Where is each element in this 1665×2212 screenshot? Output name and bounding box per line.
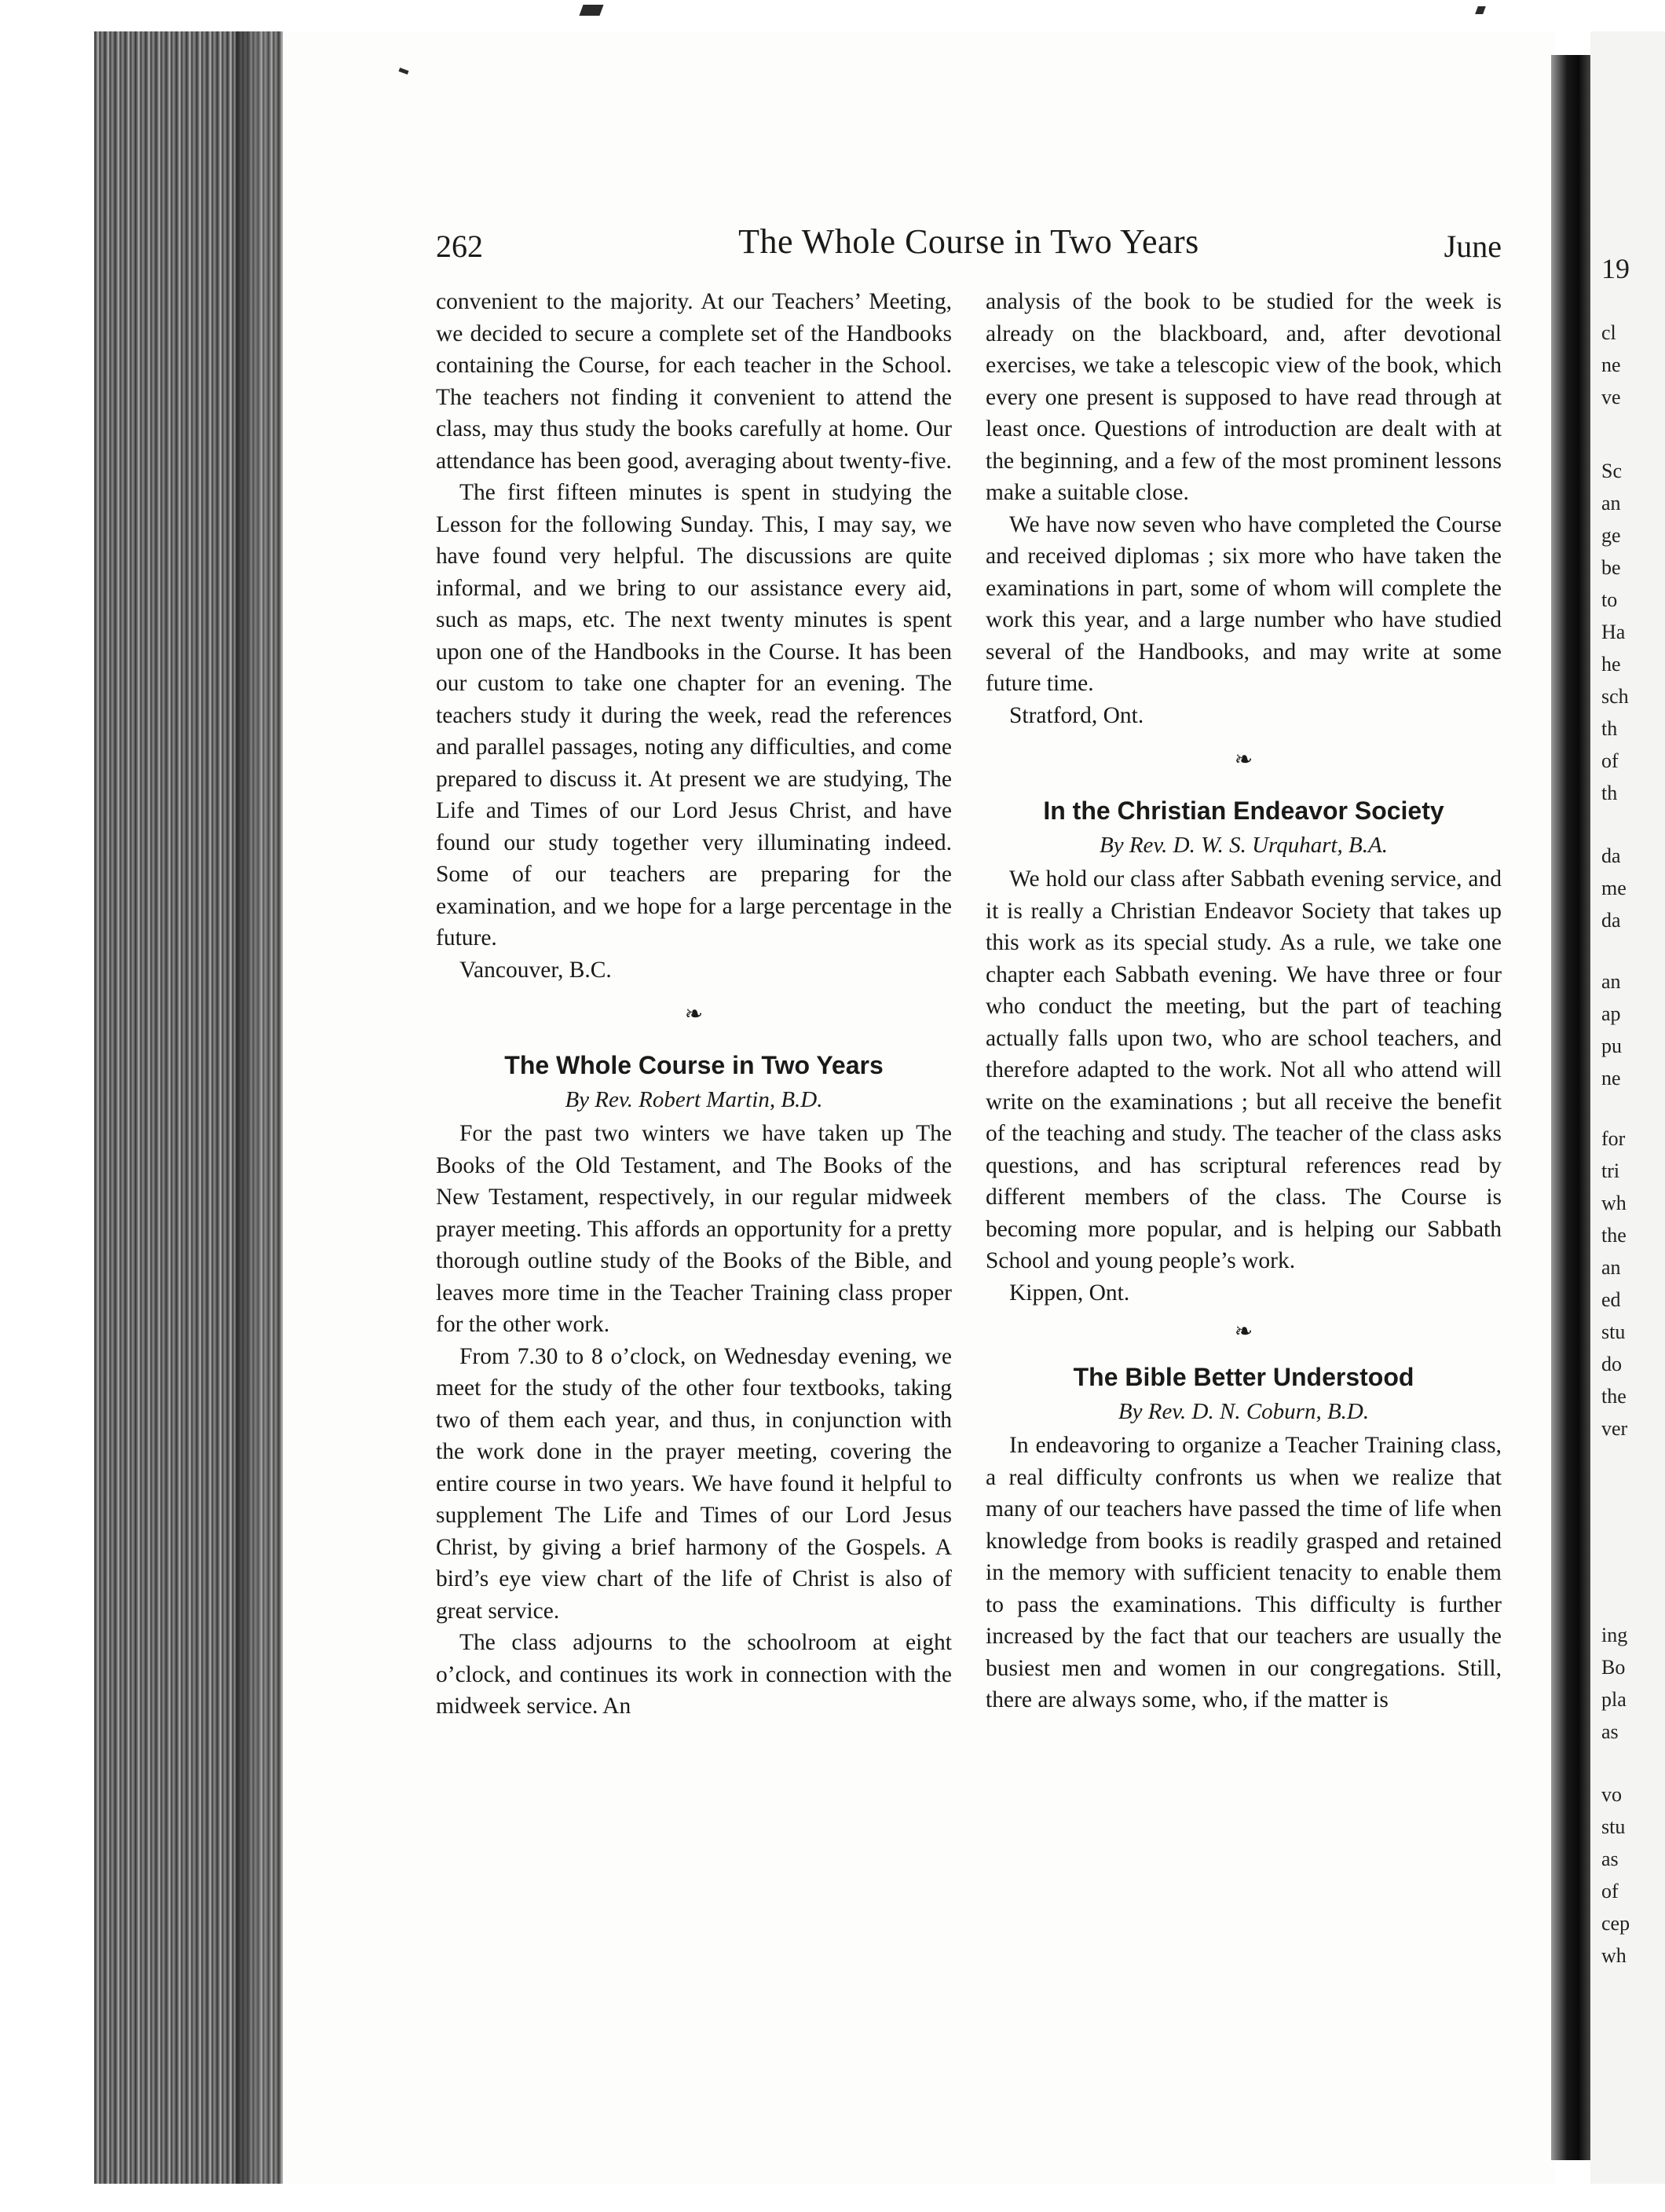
article-place: Kippen, Ont. [1009, 1280, 1130, 1306]
right-column [986, 286, 1502, 1716]
facing-page-text: an [1601, 970, 1621, 993]
facing-page-text: da [1601, 909, 1621, 932]
page-number: 262 [436, 229, 483, 264]
facing-page-text: wh [1601, 1192, 1627, 1214]
facing-page-text: of [1601, 1880, 1619, 1903]
facing-page-text: th [1601, 717, 1618, 740]
body-paragraph: The class adjourns to the schoolroom at eight o’clock, and continues its work in connection with the midweek service. An [436, 1630, 952, 1719]
page-edge-shadow [236, 31, 283, 2184]
scan-speck [579, 5, 603, 16]
facing-page-text: the [1601, 1385, 1627, 1408]
facing-page-text: do [1601, 1353, 1622, 1375]
facing-page-text: the [1601, 1224, 1627, 1247]
facing-page-text: vo [1601, 1783, 1622, 1806]
facing-page-text: as [1601, 1848, 1619, 1870]
facing-page-text: of [1601, 749, 1619, 772]
article-byline: By Rev. D. W. S. Urquhart, B.A. [1099, 833, 1388, 858]
facing-page-text: tri [1601, 1159, 1620, 1182]
article-place: Vancouver, B.C. [459, 957, 612, 983]
left-column [436, 286, 952, 1723]
ornament-leaf-icon: ❧ [1234, 1320, 1253, 1344]
body-paragraph: For the past two winters we have taken up The Books of the Old Testament, and The Books of the New Testament, respectively, in our regular midweek prayer meeting. This affords an opportunity for a pretty thorough outline study of the Books of the Bible, and leaves more time in the Teacher Training class proper for the other work. [436, 1121, 952, 1337]
facing-page-text: an [1601, 492, 1621, 515]
facing-page-text: as [1601, 1720, 1619, 1743]
article-title: In the Christian Endeavor Society [1043, 797, 1444, 825]
facing-page-text: cep [1601, 1912, 1630, 1935]
facing-page-text: ver [1601, 1417, 1628, 1440]
facing-page-text: pu [1601, 1035, 1622, 1057]
scan-speck [1475, 6, 1486, 14]
body-paragraph: We hold our class after Sabbath evening service, and it is really a Christian Endeavor Society that takes up this work as its special study. As a rule, we take one chapter each Sabbath evening. We have three or four who conduct the meeting, but the part of teaching actually falls upon two, who are school teachers, and therefore adapted to the work. Not all who attend will write on the examinations ; but all receive the benefit of the teaching and study. The teacher of the class asks questions, and has scriptural references read by different members of the class. The Course is becoming more popular, and is helping our Sabbath School and young people’s work. [986, 866, 1502, 1273]
facing-page-text: ne [1601, 1067, 1621, 1090]
body-paragraph: convenient to the majority. At our Teachers’ Meeting, we decided to secure a complete set of the Handbooks containing the Course, for each teacher in the School. The teachers not finding it convenient to attend the class, may thus study the books carefully at home. Our attendance has been good, averaging about twenty-five. [436, 289, 952, 474]
facing-page-text: wh [1601, 1944, 1627, 1967]
ornament-leaf-icon: ❧ [684, 1002, 704, 1027]
ornament-leaf-icon: ❧ [1234, 748, 1253, 772]
facing-page-text: 19 [1601, 253, 1630, 284]
facing-page-text: th [1601, 782, 1618, 804]
facing-page-text: sch [1601, 685, 1629, 708]
body-paragraph: The first fifteen minutes is spent in studying the Lesson for the following Sunday. This, I may say, we have found very helpful. The discussions are quite informal, and we bring to our assistance every aid, such as maps, etc. The next twenty minutes is spent upon one of the Handbooks in the Course. It has been our custom to take one chapter for an evening. The teachers study it during the week, read the references and parallel passages, noting any difficulties, and come prepared to discuss it. At present we are studying, The Life and Times of our Lord Jesus Christ, and have found our study together very illuminating indeed. Some of our teachers are preparing for the examination, and we hope for a large percentage in the future. [436, 480, 952, 950]
body-paragraph: We have now seven who have completed the Course and received diplomas ; six more who have taken the examinations in part, some of whom will complete the work this year, and a large number who have studied several of the Handbooks, and may write at some future time. [986, 511, 1502, 696]
facing-page-text: he [1601, 653, 1621, 676]
facing-page-text: for [1601, 1127, 1626, 1150]
body-paragraph: analysis of the book to be studied for the week is already on the blackboard, and, after devotional exercises, we take a telescopic view of the book, which every one present is supposed to have read through at least once. Questions of introduction are dealt with at the beginning, and a few of the most prominent lessons make a suitable close. [986, 289, 1502, 505]
facing-page-text: Bo [1601, 1656, 1626, 1679]
article-place: Stratford, Ont. [1009, 702, 1144, 728]
facing-page-text: Sc [1601, 460, 1622, 482]
facing-page-text: ed [1601, 1288, 1621, 1311]
facing-page-text: ge [1601, 524, 1621, 547]
running-title: The Whole Course in Two Years [738, 222, 1199, 261]
running-head [436, 222, 1502, 269]
article-byline: By Rev. Robert Martin, B.D. [565, 1087, 823, 1112]
issue-month: June [1444, 229, 1502, 264]
facing-page-text: Ha [1601, 621, 1626, 643]
facing-page-text: da [1601, 844, 1621, 867]
facing-page-text: ing [1601, 1624, 1628, 1646]
article-byline: By Rev. D. N. Coburn, B.D. [1118, 1399, 1370, 1424]
body-paragraph: From 7.30 to 8 o’clock, on Wednesday evening, we meet for the study of the other four textbooks, taking two of them each year, and thus, in conjunction with the work done in the prayer meeting, covering the entire course in two years. We have found it helpful to supplement The Life and Times of our Lord Jesus Christ, by giving a brief harmony of the Gospels. A bird’s eye view chart of the life of Christ is also of great service. [436, 1343, 952, 1624]
facing-page-text: me [1601, 877, 1627, 899]
facing-page-text: ap [1601, 1002, 1621, 1025]
facing-page-text: stu [1601, 1815, 1626, 1838]
article-title: The Bible Better Understood [1073, 1363, 1414, 1391]
facing-page-text: stu [1601, 1320, 1626, 1343]
facing-page-text: pla [1601, 1688, 1627, 1711]
facing-page-text: an [1601, 1256, 1621, 1279]
body-paragraph: In endeavoring to organize a Teacher Training class, a real difficulty confronts us when we realize that many of our teachers have passed the time of life when knowledge from books is readily grasped and retained in the memory with sufficient tenacity to enable them to pass the examinations. This difficulty is further increased by the fact that our teachers are usually the busiest men and women in our congregations. Still, there are always some, who, if the matter is [986, 1433, 1502, 1712]
book-gutter [1551, 55, 1590, 2160]
facing-page-text: to [1601, 588, 1618, 611]
facing-page-text: be [1601, 556, 1621, 579]
facing-page-text: cl [1601, 321, 1616, 344]
article-title: The Whole Course in Two Years [504, 1051, 884, 1079]
facing-page-text: ne [1601, 353, 1621, 376]
facing-page-text: ve [1601, 386, 1621, 408]
facing-page-fragment [1590, 31, 1665, 2184]
